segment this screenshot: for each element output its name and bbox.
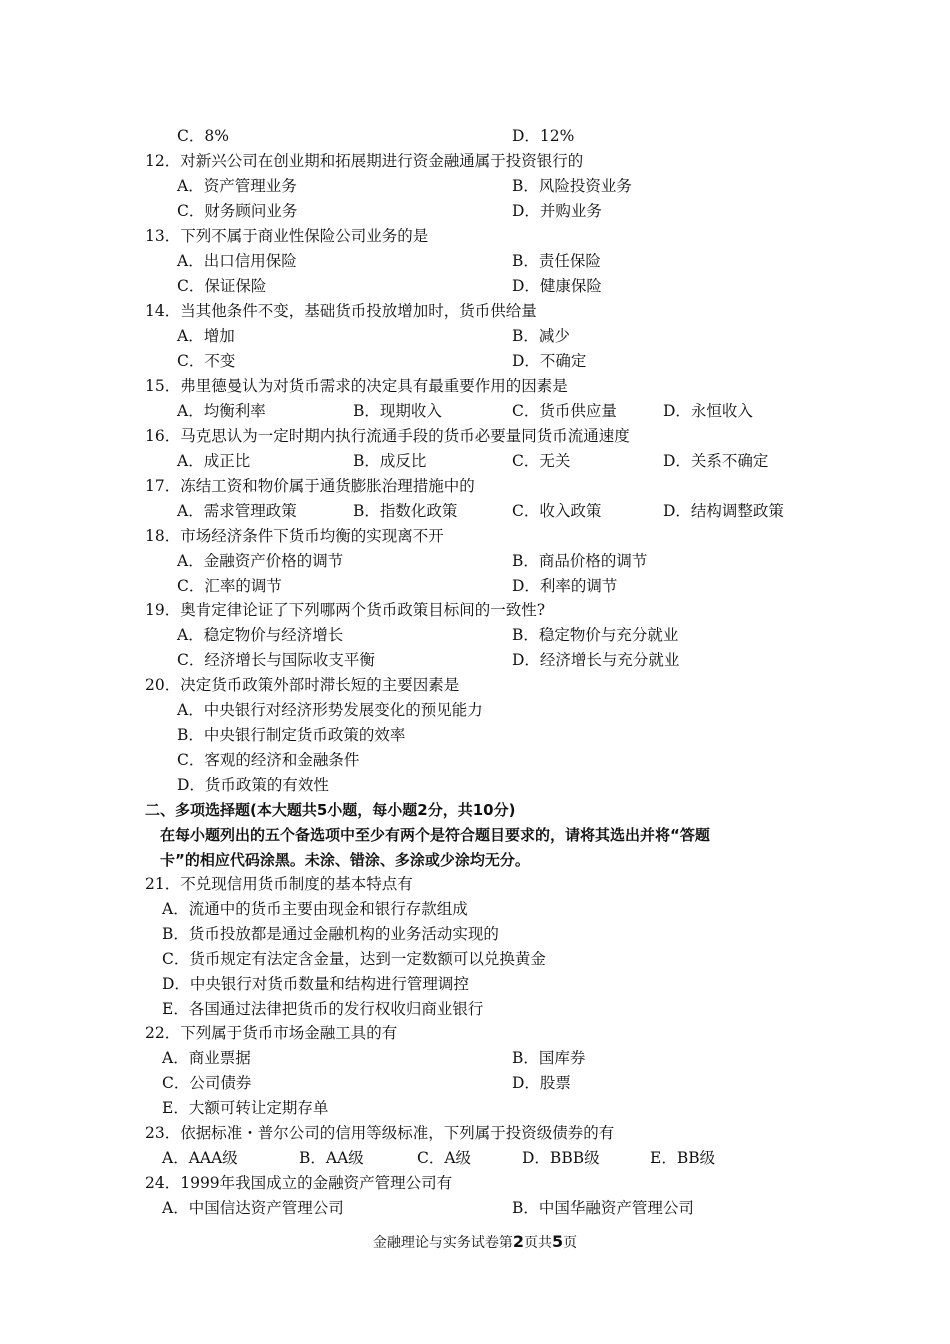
q17-option-b: B．指数化政策	[353, 502, 458, 520]
q17-option-d: D．结构调整政策	[663, 502, 784, 520]
q18-option-d: D．利率的调节	[512, 577, 618, 595]
q23-option-e: E．BB级	[650, 1149, 716, 1167]
footer-prefix: 金融理论与实务试卷第	[372, 1235, 513, 1251]
q15-option-a: A．均衡利率	[177, 402, 266, 420]
q24-option-a: A．中国信达资产管理公司	[162, 1199, 344, 1217]
q17-option-a: A．需求管理政策	[177, 502, 297, 520]
q23-option-c: C．A级	[417, 1149, 472, 1167]
q23-stem: 23．依据标准・普尔公司的信用等级标准，下列属于投资级债券的有	[145, 1124, 615, 1142]
q23-option-b: B．AA级	[299, 1149, 364, 1167]
q13-option-a: A．出口信用保险	[177, 252, 297, 270]
q22-option-d: D．股票	[512, 1074, 571, 1092]
q23-option-a: A．AAA级	[162, 1149, 238, 1167]
q15-option-c: C．货币供应量	[512, 402, 617, 420]
q18-option-a: A．金融资产价格的调节	[177, 552, 344, 570]
section2-instruction-line1: 在每小题列出的五个备选项中至少有两个是符合题目要求的，请将其选出并将“答题	[160, 826, 710, 844]
q12-option-c: C．财务顾问业务	[177, 202, 298, 220]
footer-middle: 页共	[524, 1235, 552, 1251]
q12-option-a: A．资产管理业务	[177, 177, 297, 195]
q16-option-c: C．无关	[512, 452, 571, 470]
q17-stem: 17．冻结工资和物价属于通货膨胀治理措施中的	[145, 477, 475, 495]
q21-option-e: E．各国通过法律把货币的发行权收归商业银行	[162, 1000, 484, 1018]
q15-stem: 15．弗里德曼认为对货币需求的决定具有最重要作用的因素是	[145, 377, 568, 395]
footer-page-number: 2	[512, 1232, 524, 1251]
q14-option-d: D．不确定	[512, 352, 587, 370]
q23-option-d: D．BBB级	[522, 1149, 600, 1167]
q17-option-c: C．收入政策	[512, 502, 602, 520]
q12-stem: 12．对新兴公司在创业期和拓展期进行资金融通属于投资银行的	[145, 152, 584, 170]
q15-option-b: B．现期收入	[353, 402, 442, 420]
footer-total-pages: 5	[552, 1232, 564, 1251]
q18-stem: 18．市场经济条件下货币均衡的实现离不开	[145, 527, 444, 545]
q21-option-a: A．流通中的货币主要由现金和银行存款组成	[162, 900, 468, 918]
q24-stem: 24．1999年我国成立的金融资产管理公司有	[145, 1174, 453, 1192]
q14-stem: 14．当其他条件不变，基础货币投放增加时，货币供给量	[145, 302, 537, 320]
page-footer	[0, 1232, 950, 1253]
q20-option-c: C．客观的经济和金融条件	[177, 751, 360, 769]
q20-option-b: B．中央银行制定货币政策的效率	[177, 726, 406, 744]
q12-option-b: B．风险投资业务	[512, 177, 632, 195]
q11-option-c: C．8%	[177, 127, 229, 145]
q12-option-d: D．并购业务	[512, 202, 602, 220]
q16-stem: 16．马克思认为一定时期内执行流通手段的货币必要量同货币流通速度	[145, 427, 630, 445]
q22-option-b: B．国库券	[512, 1049, 586, 1067]
q18-option-b: B．商品价格的调节	[512, 552, 648, 570]
q19-stem: 19．奥肯定律论证了下列哪两个货币政策目标间的一致性?	[145, 601, 546, 619]
q20-option-d: D．货币政策的有效性	[177, 776, 329, 794]
q20-stem: 20．决定货币政策外部时滞长短的主要因素是	[145, 676, 460, 694]
q19-option-a: A．稳定物价与经济增长	[177, 626, 344, 644]
q21-option-d: D．中央银行对货币数量和结构进行管理调控	[162, 975, 469, 993]
q16-option-a: A．成正比	[177, 452, 251, 470]
section2-instruction-line2: 卡”的相应代码涂黑。未涂、错涂、多涂或少涂均无分。	[160, 851, 530, 869]
q18-option-c: C．汇率的调节	[177, 577, 282, 595]
q22-option-a: A．商业票据	[162, 1049, 251, 1067]
q13-stem: 13．下列不属于商业性保险公司业务的是	[145, 227, 429, 245]
q16-option-b: B．成反比	[353, 452, 427, 470]
q16-option-d: D．关系不确定	[663, 452, 769, 470]
q19-option-b: B．稳定物价与充分就业	[512, 626, 679, 644]
q21-stem: 21．不兑现信用货币制度的基本特点有	[145, 875, 413, 893]
q19-option-d: D．经济增长与充分就业	[512, 651, 680, 669]
q13-option-d: D．健康保险	[512, 277, 602, 295]
q13-option-b: B．责任保险	[512, 252, 601, 270]
q22-stem: 22．下列属于货币市场金融工具的有	[145, 1024, 398, 1042]
q20-option-a: A．中央银行对经济形势发展变化的预见能力	[177, 701, 483, 719]
q14-option-a: A．增加	[177, 327, 235, 345]
q22-option-e: E．大额可转让定期存单	[162, 1099, 329, 1117]
q11-option-d: D．12%	[512, 127, 575, 145]
q13-option-c: C．保证保险	[177, 277, 267, 295]
q15-option-d: D．永恒收入	[663, 402, 753, 420]
q14-option-c: C．不变	[177, 352, 236, 370]
q24-option-b: B．中国华融资产管理公司	[512, 1199, 694, 1217]
q14-option-b: B．减少	[512, 327, 570, 345]
q22-option-c: C．公司债券	[162, 1074, 252, 1092]
q21-option-c: C．货币规定有法定含金量，达到一定数额可以兑换黄金	[162, 950, 546, 968]
section2-title: 二、多项选择题(本大题共5小题，每小题2分，共10分)	[145, 801, 516, 819]
q21-option-b: B．货币投放都是通过金融机构的业务活动实现的	[162, 925, 499, 943]
q19-option-c: C．经济增长与国际收支平衡	[177, 651, 375, 669]
footer-suffix: 页	[563, 1235, 578, 1251]
